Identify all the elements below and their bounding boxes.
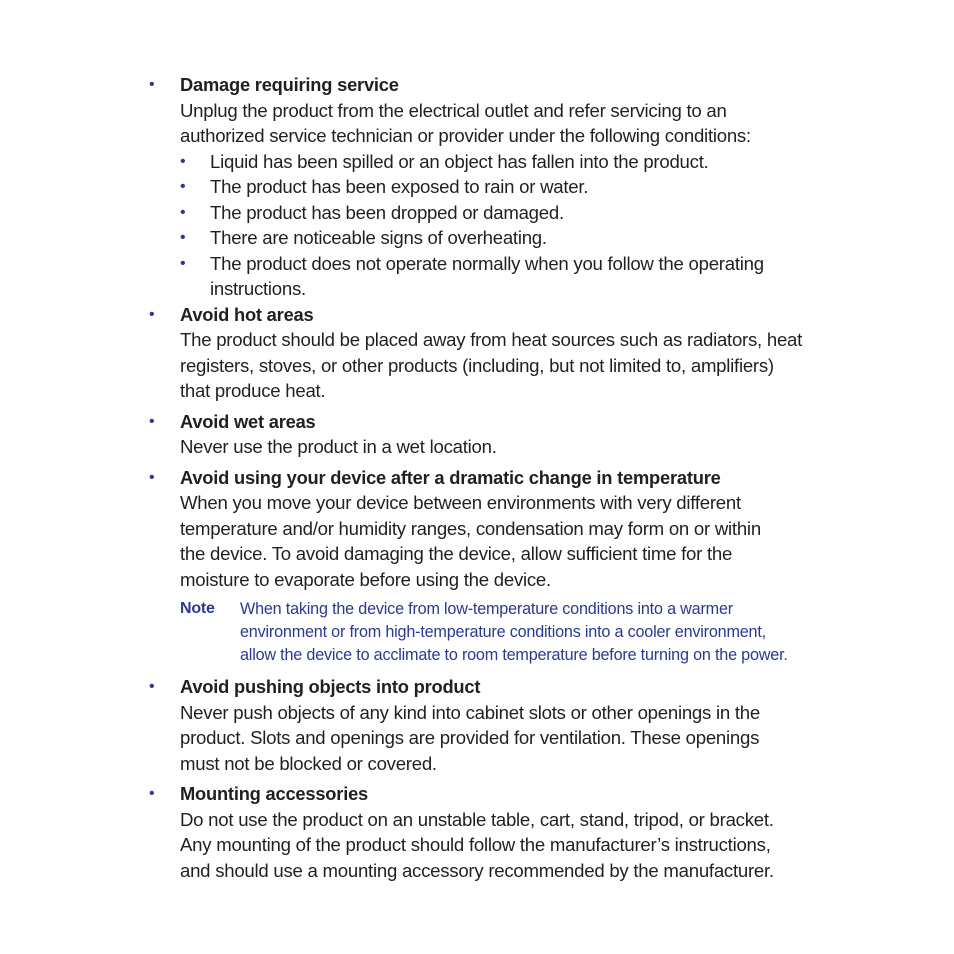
body-line: must not be blocked or covered. [180, 752, 437, 774]
section-body [180, 434, 870, 460]
body-line: moisture to evaporate before using the device. [180, 568, 551, 590]
section-body [180, 98, 870, 149]
bullet-icon: • [180, 203, 186, 221]
section-body [180, 490, 870, 592]
body-line: that produce heat. [180, 380, 326, 401]
condition-list [180, 149, 870, 302]
body-line: Do not use the product on an unstable table, cart, stand, tripod, or bracket. [180, 808, 774, 830]
body-line: and should use a mounting accessory recommended by the manufacturer. [180, 859, 774, 881]
section-body [180, 807, 870, 884]
list-item-text: The product does not operate normally when you follow the operating [210, 252, 764, 274]
section-temperature-change [0, 465, 870, 667]
list-item [180, 251, 870, 302]
body-line: product. Slots and openings are provided for ventilation. These openings [180, 727, 760, 749]
section-heading: Avoid hot areas [180, 303, 314, 325]
body-line: temperature and/or humidity ranges, condensation may form on or within [180, 517, 761, 539]
bullet-icon: • [149, 305, 155, 323]
bullet-icon: • [180, 229, 186, 246]
list-item-text: Liquid has been spilled or an object has fallen into the product. [210, 150, 709, 172]
list-item-text: The product has been dropped or damaged. [210, 201, 564, 223]
section-avoid-hot-areas [0, 302, 870, 404]
section-heading: Damage requiring service [180, 74, 399, 95]
section-heading: Mounting accessories [180, 783, 369, 805]
body-line: Any mounting of the product should follow the manufacturer’s instructions, [180, 834, 771, 856]
body-line: Never push objects of any kind into cabinet slots or other openings in the [180, 701, 760, 723]
bullet-icon: • [149, 678, 155, 696]
body-line: When you move your device between environments with very different [180, 492, 741, 513]
section-damage-requiring-service [0, 72, 870, 302]
section-avoid-pushing-objects [0, 674, 870, 776]
body-line: the device. To avoid damaging the device, allow sufficient time for the [180, 543, 733, 564]
note-line: environment or from high-temperature conditions into a cooler environment, [240, 622, 766, 641]
note-label: Note [180, 600, 215, 617]
bullet-icon: • [149, 785, 155, 803]
body-line: Never use the product in a wet location. [180, 436, 497, 457]
bullet-icon: • [180, 152, 186, 170]
body-line: authorized service technician or provider under the following conditions: [180, 125, 751, 146]
section-body [180, 700, 870, 777]
note-callout [180, 598, 870, 666]
list-item [180, 225, 870, 251]
section-body [180, 327, 870, 404]
section-heading: Avoid pushing objects into product [180, 676, 481, 698]
section-avoid-wet-areas [0, 409, 870, 460]
list-item-text: instructions. [210, 278, 306, 299]
list-item [180, 149, 870, 175]
document-page [0, 72, 954, 888]
body-line: The product should be placed away from heat sources such as radiators, heat [180, 329, 803, 350]
body-line: registers, stoves, or other products (including, but not limited to, amplifiers) [180, 354, 774, 376]
note-line: When taking the device from low-temperature conditions into a warmer [240, 600, 733, 618]
section-heading: Avoid wet areas [180, 410, 316, 432]
note-line: allow the device to acclimate to room temperature before turning on the power. [240, 645, 788, 664]
list-item [180, 200, 870, 226]
section-heading: Avoid using your device after a dramatic change in temperature [180, 466, 721, 488]
bullet-icon: • [149, 412, 155, 430]
bullet-icon: • [180, 254, 186, 272]
bullet-icon: • [180, 178, 186, 195]
section-mounting-accessories [0, 781, 870, 883]
bullet-icon: • [149, 76, 155, 93]
body-line: Unplug the product from the electrical outlet and refer servicing to an [180, 99, 727, 121]
list-item-text: There are noticeable signs of overheating. [210, 227, 547, 248]
bullet-icon: • [149, 468, 155, 486]
list-item [180, 174, 870, 200]
list-item-text: The product has been exposed to rain or water. [210, 176, 589, 197]
